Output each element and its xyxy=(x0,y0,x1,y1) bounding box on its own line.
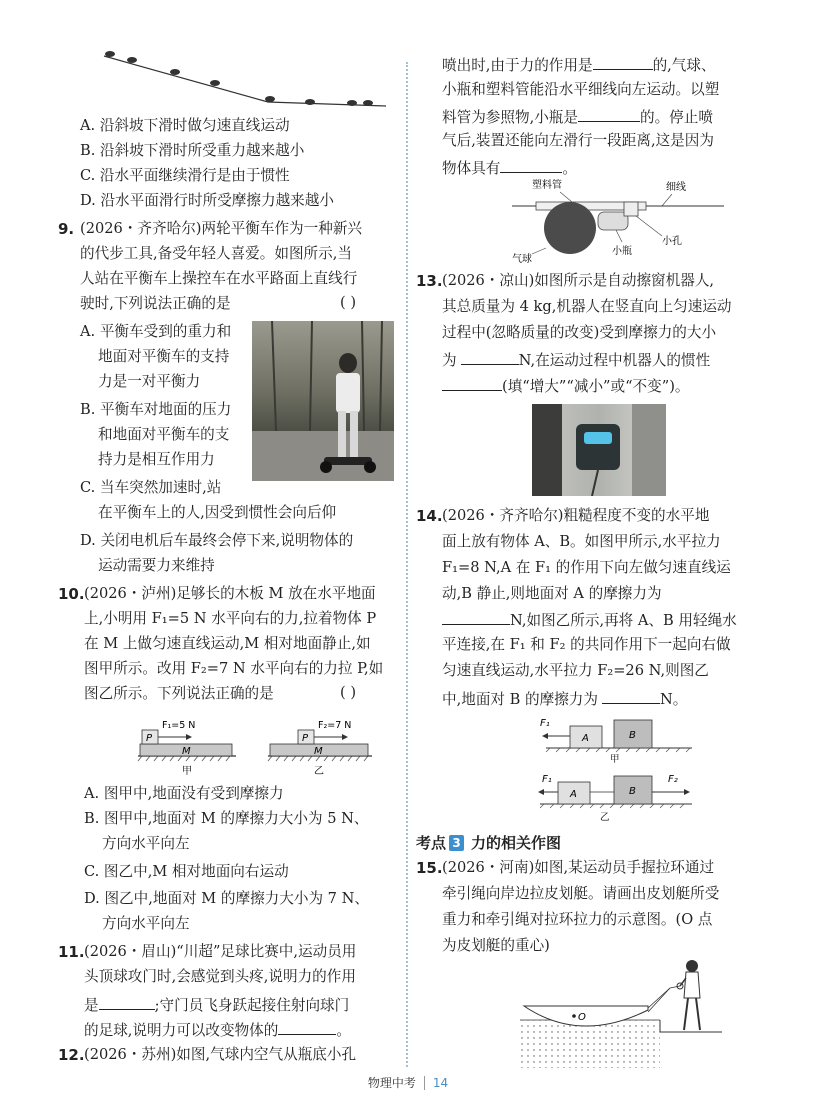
q12-stem-5: 气后,装置还能向左滑行一段距离,这是因为 xyxy=(442,132,714,149)
q10-stem-3: 在 M 上做匀速直线运动,M 相对地面静止,如 xyxy=(84,635,371,652)
q14-blank-1[interactable] xyxy=(442,609,510,625)
q14-blank-2[interactable] xyxy=(602,688,660,704)
q10-option-b-2: 方向水平向左 xyxy=(102,835,190,852)
q9-option-d-1: D. 关闭电机后车最终会停下来,说明物体的 xyxy=(80,532,354,549)
q14-stem-8a: 中,地面对 B 的摩擦力为 xyxy=(442,691,598,708)
q13-stem-5 xyxy=(442,375,690,397)
q10-right-force-label: F₂=7 N xyxy=(318,720,352,731)
q15-athlete-head xyxy=(686,960,698,972)
q14-stem-7: 匀速直线运动,水平拉力 F₂=26 N,则图乙 xyxy=(442,662,709,679)
q15-stem-3: 重力和牵引绳对拉环拉力的示意图。(O 点 xyxy=(442,911,713,928)
q14-stem-1: (2026・齐齐哈尔)粗糙程度不变的水平地 xyxy=(442,507,710,524)
q15-o-label: O xyxy=(578,1012,586,1023)
q14-stem-8b: N。 xyxy=(660,691,688,708)
q9-option-b-1: B. 平衡车对地面的压力 xyxy=(80,401,232,418)
q10-option-b-1: B. 图甲中,地面对 M 的摩擦力大小为 5 N、 xyxy=(84,810,369,827)
q14-figure xyxy=(536,712,696,824)
q12-figure xyxy=(512,178,724,264)
q15-stem-4: 为皮划艇的重心) xyxy=(442,937,550,954)
q9-stem-4: 驶时,下列说法正确的是 xyxy=(80,295,231,312)
q9-stem-3: 人站在平衡车上操控车在水平路面上直线行 xyxy=(80,270,358,287)
q12-bottle-label: 小瓶 xyxy=(612,246,632,257)
q12-stem-3: 小瓶和塑料管能沿水平细线向左运动。以塑 xyxy=(442,81,720,98)
q8-option-d: D. 沿水平面滑行时所受摩擦力越来越小 xyxy=(80,192,334,209)
q11-stem-4b: 。 xyxy=(336,1022,351,1039)
q15-stem-1: (2026・河南)如图,某运动员手握拉环通过 xyxy=(442,859,715,876)
q12-bottle xyxy=(598,212,628,230)
q11-stem-3a: 是 xyxy=(84,997,99,1014)
q13-photo-illustration xyxy=(532,404,666,496)
q11-stem-1: (2026・眉山)“川超”足球比赛中,运动员用 xyxy=(84,943,357,960)
q14-stem-3: F₁=8 N,A 在 F₁ 的作用下向左做匀速直线运 xyxy=(442,559,731,576)
q14-stem-5a: N,如图乙所示,再将 A、B 用轻绳水 xyxy=(510,612,737,629)
q12-string-label: 细线 xyxy=(666,182,686,193)
q9-option-d-2: 运动需要力来维持 xyxy=(98,557,215,574)
q10-stem-4: 图甲所示。改用 F₂=7 N 水平向右的力拉 P,如 xyxy=(84,660,384,677)
q10-stem-5: 图乙所示。下列说法正确的是 xyxy=(84,685,274,702)
section-3-prefix: 考点 xyxy=(416,834,447,852)
q12-stem-1: (2026・苏州)如图,气球内空气从瓶底小孔 xyxy=(84,1046,357,1063)
q10-left-m-label: M xyxy=(182,746,191,757)
q10-option-d-2: 方向水平向左 xyxy=(102,915,190,932)
q12-number: 12. xyxy=(58,1046,85,1064)
column-divider xyxy=(406,62,408,1067)
q13-photo xyxy=(532,404,666,496)
q11-stem-4 xyxy=(84,1019,351,1041)
q9-option-a-3: 力是一对平衡力 xyxy=(98,373,201,390)
q8-option-c: C. 沿水平面继续滑行是由于惯性 xyxy=(80,167,290,184)
q10-figure xyxy=(134,712,380,778)
q13-blank-2[interactable] xyxy=(442,375,502,391)
q14-stem-8 xyxy=(442,688,687,710)
q14-stem-4: 动,B 静止,则地面对 A 的摩擦力为 xyxy=(442,585,662,602)
q14-bottom-b-label: B xyxy=(629,786,636,797)
q10-left-p-label: P xyxy=(146,733,153,744)
q14-bottom-f1: F₁ xyxy=(542,774,552,785)
q12-stem-6b: 。 xyxy=(562,160,577,177)
q13-number: 13. xyxy=(416,272,443,290)
q14-top-a-label: A xyxy=(582,733,589,744)
q12-balloon-label: 气球 xyxy=(512,254,532,264)
q10-right-caption: 乙 xyxy=(314,766,324,777)
q8-option-a: A. 沿斜坡下滑时做匀速直线运动 xyxy=(80,117,290,134)
q9-option-c-1: C. 当车突然加速时,站 xyxy=(80,479,222,496)
section-3-heading: 力的相关作图 xyxy=(471,834,562,852)
q12-blank-3[interactable] xyxy=(500,157,562,173)
page-footer xyxy=(0,1074,816,1091)
q9-photo xyxy=(252,321,394,481)
q12-stem-4b: 的。停止喷 xyxy=(639,109,713,126)
q11-blank-1[interactable] xyxy=(99,994,155,1010)
q15-stem-2: 牵引绳向岸边拉皮划艇。请画出皮划艇所受 xyxy=(442,885,720,902)
q13-stem-4b: N,在运动过程中机器人的惯性 xyxy=(518,352,711,369)
section-3-badge: 3 xyxy=(449,835,464,851)
q14-bottom-a-label: A xyxy=(570,789,577,800)
q13-stem-4a: 为 xyxy=(442,352,457,369)
q10-answer-paren: ( ) xyxy=(340,684,357,701)
q12-blank-2[interactable] xyxy=(578,106,640,122)
q9-number: 9. xyxy=(58,220,75,238)
q13-blank-1[interactable] xyxy=(461,349,519,365)
q10-right-m-label: M xyxy=(314,746,323,757)
q14-stem-6: 平连接,在 F₁ 和 F₂ 的共同作用下一起向右做 xyxy=(442,636,731,653)
q14-top-f1: F₁ xyxy=(540,718,550,729)
q15-number: 15. xyxy=(416,859,443,877)
q14-number: 14. xyxy=(416,507,443,525)
q12-stem-4a: 料管为参照物,小瓶是 xyxy=(442,109,578,126)
q9-photo-illustration xyxy=(252,321,394,481)
section-3-title xyxy=(416,832,561,853)
q10-left-caption: 甲 xyxy=(182,766,192,777)
q12-balloon xyxy=(544,202,596,254)
q13-stem-1: (2026・凉山)如图所示是自动擦窗机器人, xyxy=(442,272,715,289)
q12-stem-4 xyxy=(442,106,713,128)
q13-stem-4 xyxy=(442,349,710,371)
q11-stem-2: 头顶球攻门时,会感觉到头疼,说明力的作用 xyxy=(84,968,356,985)
q9-option-b-3: 持力是相互作用力 xyxy=(98,451,215,468)
q10-right-p-label: P xyxy=(302,733,309,744)
q10-number: 10. xyxy=(58,585,85,603)
q12-tube-label: 塑料管 xyxy=(532,180,562,191)
q12-stem-6 xyxy=(442,157,577,179)
q10-option-d-1: D. 图乙中,地面对 M 的摩擦力大小为 7 N、 xyxy=(84,890,369,907)
q13-stem-5a: (填“增大”“减小”或“不变”)。 xyxy=(502,378,690,395)
q14-top-caption: 甲 xyxy=(610,754,620,765)
q12-stem-2a: 喷出时,由于力的作用是 xyxy=(442,57,593,74)
q9-stem-2: 的代步工具,备受年轻人喜爱。如图所示,当 xyxy=(80,245,352,262)
q14-stem-5 xyxy=(442,609,737,631)
footer-page-number: 14 xyxy=(424,1076,448,1090)
q11-blank-2[interactable] xyxy=(278,1019,336,1035)
q10-stem-1: (2026・泸州)足够长的木板 M 放在水平地面 xyxy=(84,585,376,602)
q8-slope-figure xyxy=(100,44,390,112)
footer-book-title: 物理中考 xyxy=(367,1076,416,1090)
q14-top-b-label: B xyxy=(629,730,636,741)
q9-stem-1: (2026・齐齐哈尔)两轮平衡车作为一种新兴 xyxy=(80,220,363,237)
q11-stem-3 xyxy=(84,994,349,1016)
q11-number: 11. xyxy=(58,943,85,961)
q14-bottom-caption: 乙 xyxy=(600,812,610,823)
q9-option-b-2: 和地面对平衡车的支 xyxy=(98,426,230,443)
q14-stem-2: 面上放有物体 A、B。如图甲所示,水平拉力 xyxy=(442,533,721,550)
q10-left-force-label: F₁=5 N xyxy=(162,720,196,731)
q12-hole-label: 小孔 xyxy=(662,236,682,247)
q9-option-c-2: 在平衡车上的人,因受到惯性会向后仰 xyxy=(98,504,337,521)
q12-stem-2b: 的,气球、 xyxy=(652,57,716,74)
q13-stem-3: 过程中(忽略质量的改变)受到摩擦力的大小 xyxy=(442,324,717,341)
q10-stem-2: 上,小明用 F₁=5 N 水平向右的力,拉着物体 P xyxy=(84,610,377,627)
q9-option-a-2: 地面对平衡车的支持 xyxy=(98,348,230,365)
q12-stem-2 xyxy=(442,54,716,76)
q10-option-a: A. 图甲中,地面没有受到摩擦力 xyxy=(84,785,284,802)
q12-stem-6a: 物体具有 xyxy=(442,160,501,177)
q10-option-c: C. 图乙中,M 相对地面向右运动 xyxy=(84,863,289,880)
q14-bottom-f2: F₂ xyxy=(668,774,678,785)
q8-option-b: B. 沿斜坡下滑时所受重力越来越小 xyxy=(80,142,305,159)
q9-option-a-1: A. 平衡车受到的重力和 xyxy=(80,323,232,340)
q11-stem-3b: ;守门员飞身跃起接住射向球门 xyxy=(154,997,350,1014)
q9-answer-paren: ( ) xyxy=(340,294,357,311)
q15-center-of-gravity xyxy=(572,1014,576,1018)
q15-figure xyxy=(520,958,722,1068)
q11-stem-4a: 的足球,说明力可以改变物体的 xyxy=(84,1022,279,1039)
q13-stem-2: 其总质量为 4 kg,机器人在竖直向上匀速运动 xyxy=(442,298,732,315)
q12-blank-1[interactable] xyxy=(593,54,653,70)
